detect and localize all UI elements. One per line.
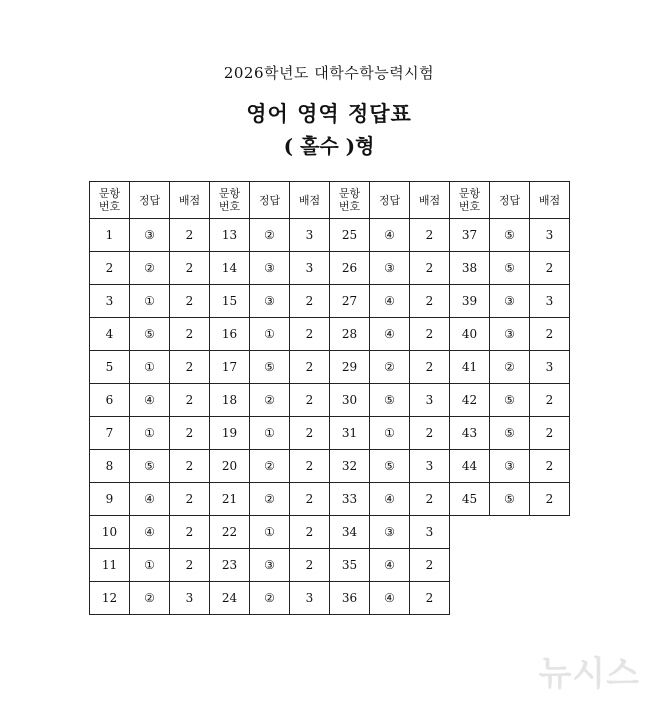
- answer-cell: ①: [370, 417, 410, 450]
- question-number-cell: 35: [330, 549, 370, 582]
- header-answer: 정답: [250, 182, 290, 219]
- answer-cell: ④: [130, 384, 170, 417]
- answer-cell: ⑤: [490, 483, 530, 516]
- news-agency-watermark: 뉴시스: [538, 654, 640, 694]
- points-cell: 2: [290, 417, 330, 450]
- points-cell: 2: [290, 384, 330, 417]
- question-number-cell: 15: [210, 285, 250, 318]
- points-cell: 2: [530, 417, 570, 450]
- answer-cell: ②: [250, 219, 290, 252]
- points-cell: 3: [410, 384, 450, 417]
- question-number-cell: 25: [330, 219, 370, 252]
- answer-cell: ④: [130, 516, 170, 549]
- table-row: [90, 450, 570, 483]
- answer-cell: ①: [250, 318, 290, 351]
- answer-cell: ④: [370, 219, 410, 252]
- answer-cell: ⑤: [130, 450, 170, 483]
- answer-cell: ③: [250, 549, 290, 582]
- answer-rows: [90, 219, 570, 615]
- points-cell: 2: [290, 351, 330, 384]
- answer-cell: ①: [130, 285, 170, 318]
- empty-cell: [450, 582, 490, 615]
- question-number-cell: 14: [210, 252, 250, 285]
- question-number-cell: 20: [210, 450, 250, 483]
- question-number-cell: 11: [90, 549, 130, 582]
- table-header-row: [90, 182, 570, 219]
- answer-cell: ②: [250, 582, 290, 615]
- points-cell: 2: [170, 285, 210, 318]
- points-cell: 2: [410, 417, 450, 450]
- points-cell: 2: [170, 351, 210, 384]
- answer-cell: ⑤: [490, 252, 530, 285]
- table-row: [90, 516, 570, 549]
- points-cell: 2: [410, 285, 450, 318]
- points-cell: 2: [290, 318, 330, 351]
- answer-cell: ①: [250, 516, 290, 549]
- question-number-cell: 39: [450, 285, 490, 318]
- points-cell: 3: [290, 582, 330, 615]
- table-row: [90, 582, 570, 615]
- question-number-cell: 18: [210, 384, 250, 417]
- question-number-cell: 45: [450, 483, 490, 516]
- answer-cell: ⑤: [490, 417, 530, 450]
- points-cell: 2: [410, 252, 450, 285]
- points-cell: 2: [170, 318, 210, 351]
- question-number-cell: 41: [450, 351, 490, 384]
- header-points: 배점: [410, 182, 450, 219]
- points-cell: 2: [170, 384, 210, 417]
- question-number-cell: 10: [90, 516, 130, 549]
- answer-cell: ⑤: [130, 318, 170, 351]
- points-cell: 2: [530, 252, 570, 285]
- points-cell: 2: [290, 483, 330, 516]
- answer-cell: ①: [130, 549, 170, 582]
- question-number-cell: 19: [210, 417, 250, 450]
- empty-cell: [490, 549, 530, 582]
- exam-subtitle: 2026학년도 대학수학능력시험: [223, 64, 435, 82]
- points-cell: 3: [410, 516, 450, 549]
- points-cell: 2: [290, 285, 330, 318]
- exam-type-label: ( 홀수 )형: [283, 134, 375, 158]
- header-answer: 정답: [130, 182, 170, 219]
- answer-cell: ④: [370, 549, 410, 582]
- question-number-cell: 26: [330, 252, 370, 285]
- question-number-cell: 7: [90, 417, 130, 450]
- question-number-cell: 30: [330, 384, 370, 417]
- question-number-cell: 16: [210, 318, 250, 351]
- question-number-cell: 37: [450, 219, 490, 252]
- points-cell: 3: [170, 582, 210, 615]
- points-cell: 2: [290, 549, 330, 582]
- table-row: [90, 285, 570, 318]
- points-cell: 2: [530, 483, 570, 516]
- points-cell: 2: [170, 483, 210, 516]
- header-question-number: 문항 번호: [210, 182, 250, 219]
- points-cell: 2: [530, 450, 570, 483]
- empty-cell: [530, 549, 570, 582]
- empty-cell: [490, 516, 530, 549]
- answer-cell: ③: [250, 285, 290, 318]
- question-number-cell: 43: [450, 417, 490, 450]
- points-cell: 3: [530, 285, 570, 318]
- points-cell: 3: [530, 351, 570, 384]
- question-number-cell: 17: [210, 351, 250, 384]
- question-number-cell: 1: [90, 219, 130, 252]
- question-number-cell: 21: [210, 483, 250, 516]
- question-number-cell: 40: [450, 318, 490, 351]
- question-number-cell: 34: [330, 516, 370, 549]
- answer-cell: ③: [490, 450, 530, 483]
- question-number-cell: 4: [90, 318, 130, 351]
- answer-cell: ③: [370, 252, 410, 285]
- points-cell: 2: [410, 318, 450, 351]
- question-number-cell: 13: [210, 219, 250, 252]
- points-cell: 2: [530, 318, 570, 351]
- answer-cell: ④: [130, 483, 170, 516]
- answer-cell: ②: [130, 582, 170, 615]
- answer-cell: ①: [250, 417, 290, 450]
- points-cell: 2: [410, 219, 450, 252]
- answer-cell: ①: [130, 417, 170, 450]
- table-row: [90, 483, 570, 516]
- points-cell: 2: [170, 252, 210, 285]
- question-number-cell: 22: [210, 516, 250, 549]
- answer-cell: ①: [130, 351, 170, 384]
- answer-cell: ③: [490, 318, 530, 351]
- answer-cell: ④: [370, 582, 410, 615]
- empty-cell: [450, 516, 490, 549]
- answer-cell: ③: [370, 516, 410, 549]
- empty-cell: [490, 582, 530, 615]
- answer-cell: ②: [250, 384, 290, 417]
- answer-cell: ⑤: [370, 384, 410, 417]
- question-number-cell: 38: [450, 252, 490, 285]
- points-cell: 2: [170, 516, 210, 549]
- header-points: 배점: [170, 182, 210, 219]
- points-cell: 2: [410, 483, 450, 516]
- table-row: [90, 252, 570, 285]
- question-number-cell: 28: [330, 318, 370, 351]
- question-number-cell: 24: [210, 582, 250, 615]
- answer-cell: ⑤: [370, 450, 410, 483]
- table-row: [90, 549, 570, 582]
- question-number-cell: 33: [330, 483, 370, 516]
- question-number-cell: 27: [330, 285, 370, 318]
- question-number-cell: 3: [90, 285, 130, 318]
- question-number-cell: 36: [330, 582, 370, 615]
- answer-cell: ②: [250, 483, 290, 516]
- question-number-cell: 6: [90, 384, 130, 417]
- points-cell: 3: [290, 252, 330, 285]
- header-answer: 정답: [370, 182, 410, 219]
- question-number-cell: 12: [90, 582, 130, 615]
- answer-cell: ⑤: [490, 384, 530, 417]
- points-cell: 2: [530, 384, 570, 417]
- question-number-cell: 32: [330, 450, 370, 483]
- points-cell: 2: [170, 417, 210, 450]
- table-row: [90, 417, 570, 450]
- question-number-cell: 31: [330, 417, 370, 450]
- header-points: 배점: [530, 182, 570, 219]
- table-row: [90, 351, 570, 384]
- points-cell: 2: [290, 516, 330, 549]
- points-cell: 2: [410, 351, 450, 384]
- points-cell: 3: [290, 219, 330, 252]
- header-question-number: 문항 번호: [450, 182, 490, 219]
- answer-cell: ⑤: [490, 219, 530, 252]
- answer-cell: ④: [370, 318, 410, 351]
- header-question-number: 문항 번호: [90, 182, 130, 219]
- empty-cell: [530, 582, 570, 615]
- points-cell: 3: [410, 450, 450, 483]
- question-number-cell: 42: [450, 384, 490, 417]
- points-cell: 2: [290, 450, 330, 483]
- question-number-cell: 9: [90, 483, 130, 516]
- answer-cell: ②: [370, 351, 410, 384]
- answer-cell: ②: [250, 450, 290, 483]
- points-cell: 2: [410, 582, 450, 615]
- answer-cell: ③: [490, 285, 530, 318]
- answer-cell: ②: [490, 351, 530, 384]
- table-row: [90, 318, 570, 351]
- header-points: 배점: [290, 182, 330, 219]
- header-question-number: 문항 번호: [330, 182, 370, 219]
- question-number-cell: 44: [450, 450, 490, 483]
- empty-cell: [530, 516, 570, 549]
- answer-key-table: [89, 181, 570, 615]
- points-cell: 2: [170, 219, 210, 252]
- answer-cell: ③: [250, 252, 290, 285]
- empty-cell: [450, 549, 490, 582]
- question-number-cell: 2: [90, 252, 130, 285]
- question-number-cell: 23: [210, 549, 250, 582]
- page-title: 영어 영역 정답표: [246, 101, 412, 126]
- answer-cell: ④: [370, 483, 410, 516]
- answer-cell: ④: [370, 285, 410, 318]
- header-answer: 정답: [490, 182, 530, 219]
- answer-cell: ②: [130, 252, 170, 285]
- points-cell: 3: [530, 219, 570, 252]
- points-cell: 2: [170, 549, 210, 582]
- points-cell: 2: [170, 450, 210, 483]
- table-row: [90, 219, 570, 252]
- answer-cell: ⑤: [250, 351, 290, 384]
- answer-cell: ③: [130, 219, 170, 252]
- question-number-cell: 29: [330, 351, 370, 384]
- table-row: [90, 384, 570, 417]
- question-number-cell: 5: [90, 351, 130, 384]
- question-number-cell: 8: [90, 450, 130, 483]
- points-cell: 2: [410, 549, 450, 582]
